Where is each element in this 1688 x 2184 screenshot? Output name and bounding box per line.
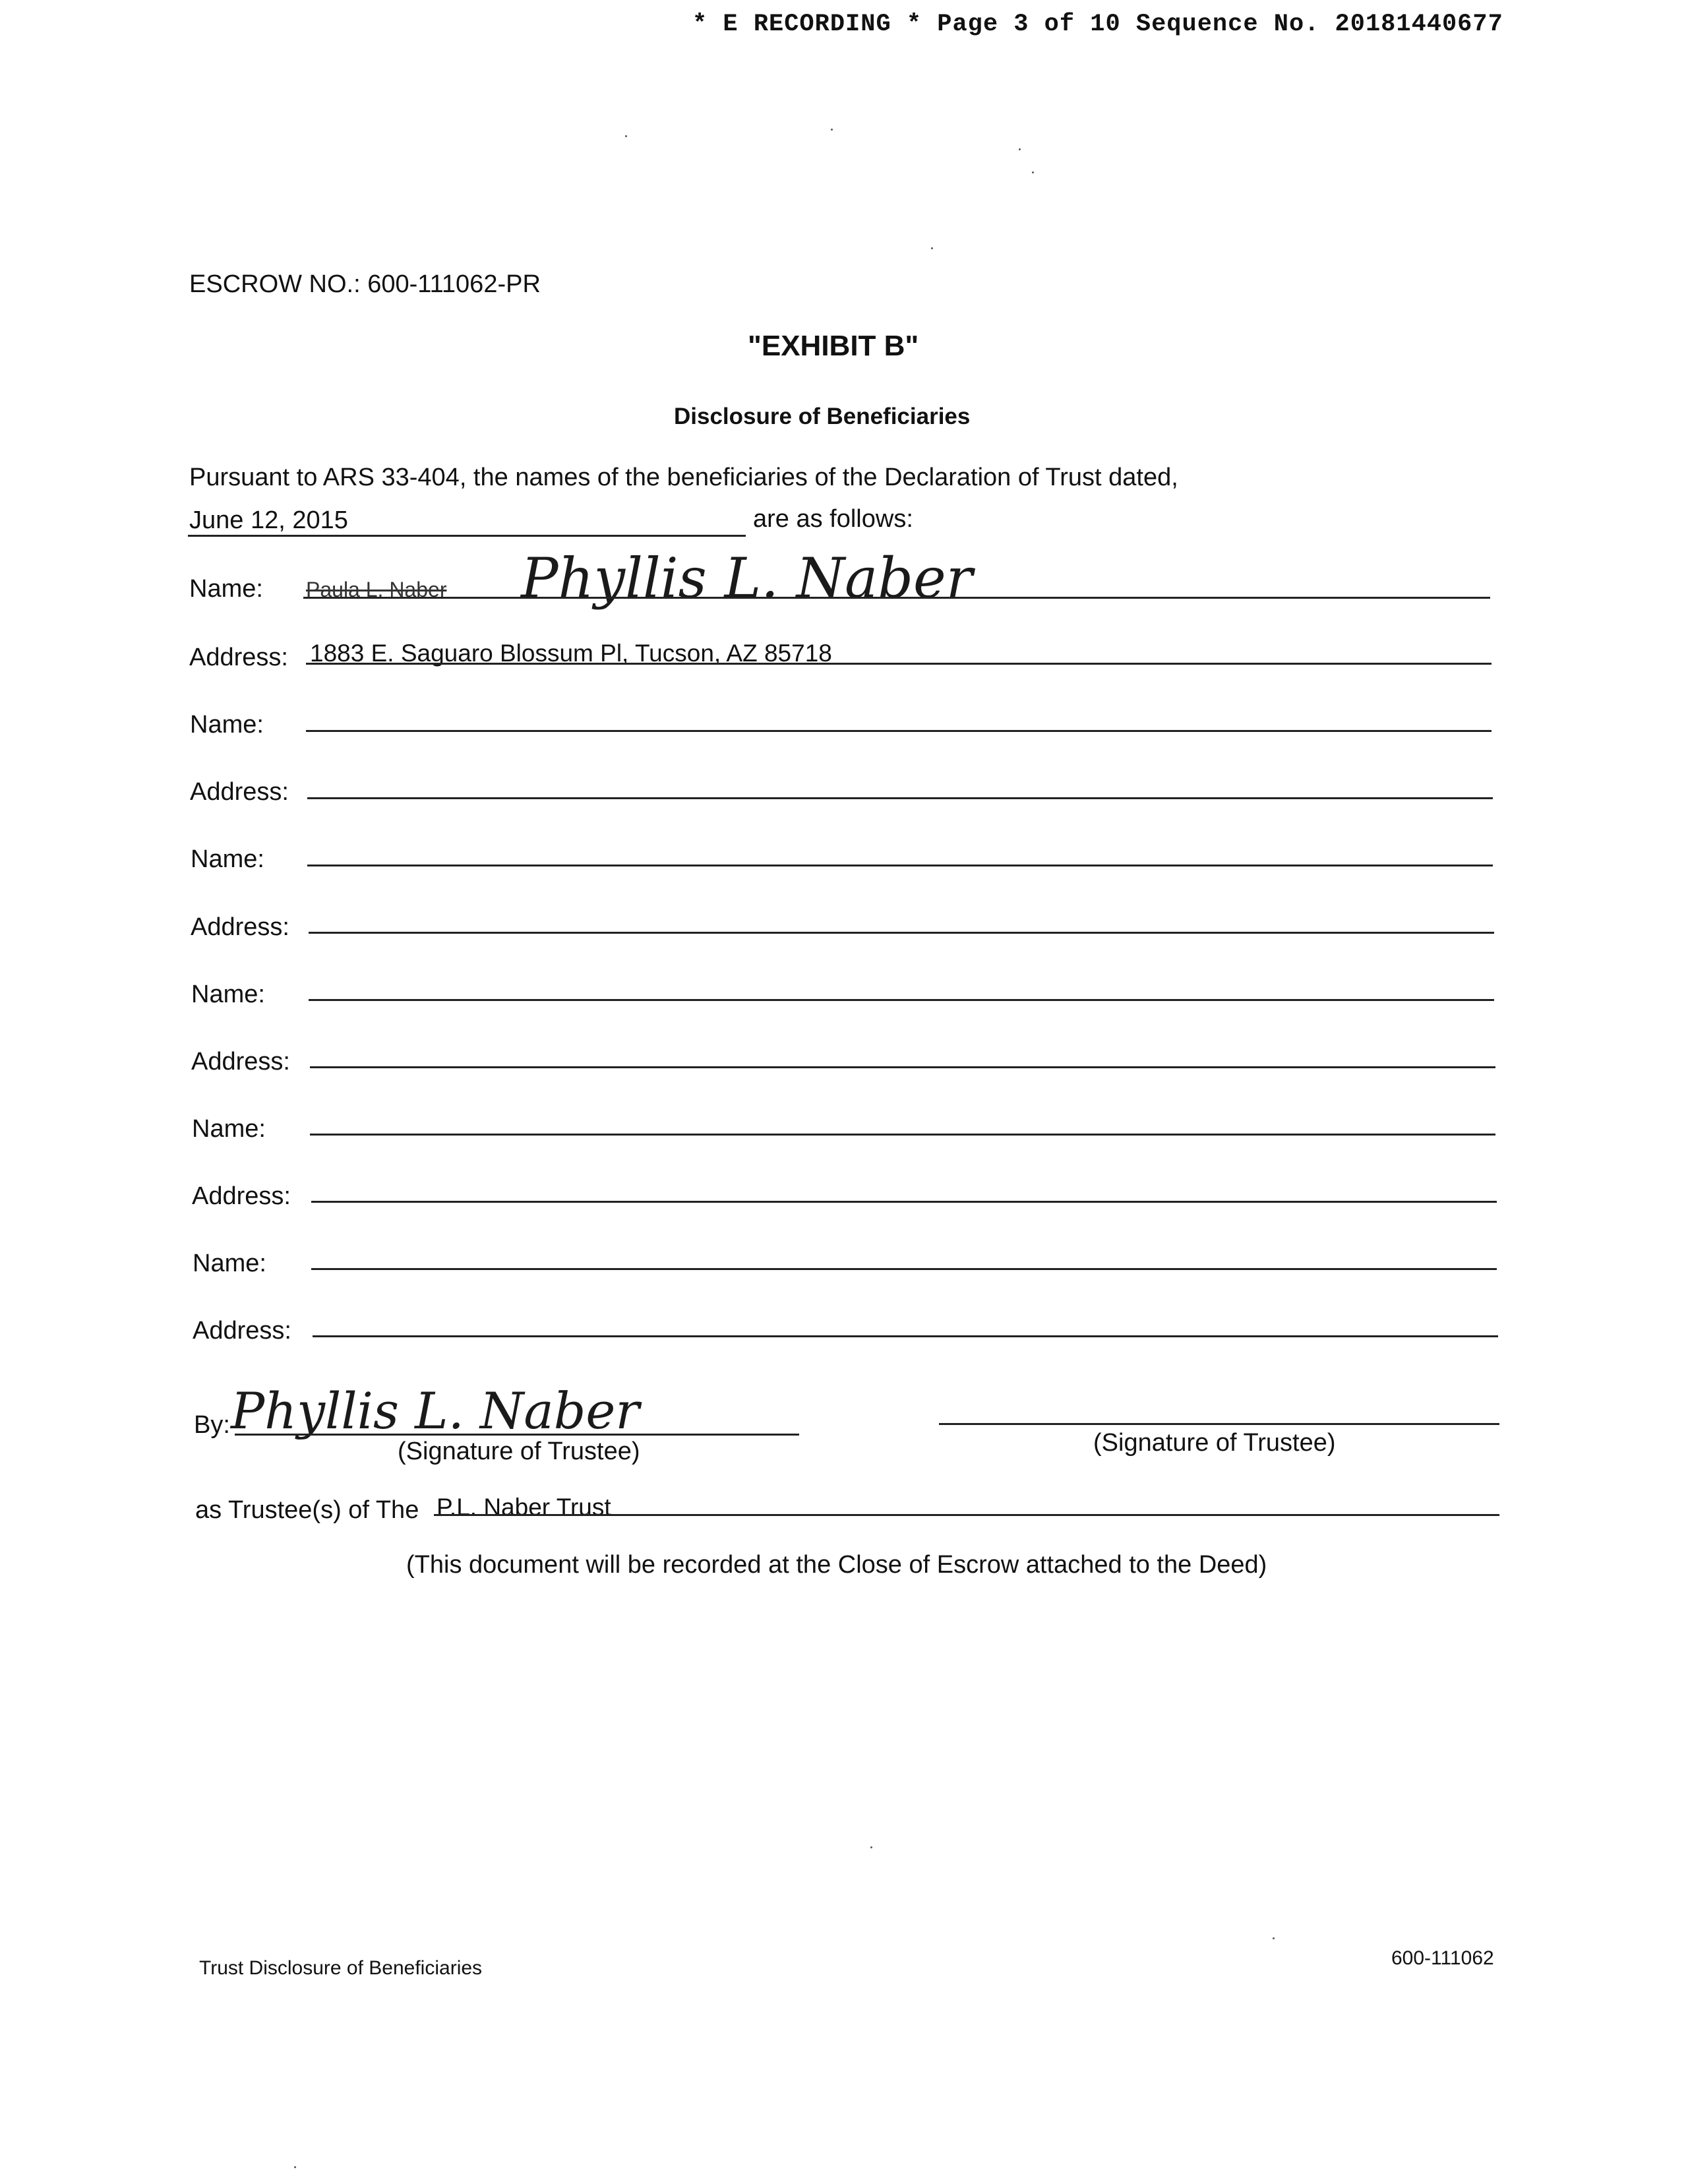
beneficiary-5-address-line	[311, 1201, 1497, 1203]
recording-note: (This document will be recorded at the Close of Escrow attached to the Deed)	[406, 1551, 1267, 1579]
trustee-signature-handwritten: Phyllis L. Naber	[231, 1381, 640, 1440]
beneficiary-1-address-value: 1883 E. Saguaro Blossum Pl, Tucson, AZ 85718	[310, 640, 832, 667]
footer-right-text: 600-111062	[1391, 1947, 1494, 1969]
escrow-number: ESCROW NO.: 600-111062-PR	[189, 270, 541, 298]
scan-speck	[870, 1846, 872, 1848]
beneficiary-3-address-line	[309, 932, 1494, 934]
disclosure-subtitle: Disclosure of Beneficiaries	[674, 404, 971, 429]
beneficiary-4-name-label: Name:	[191, 981, 265, 1008]
scan-speck	[625, 135, 627, 137]
beneficiary-3-name-label: Name:	[191, 845, 264, 873]
signature-caption-right: (Signature of Trustee)	[1093, 1429, 1336, 1457]
intro-text: Pursuant to ARS 33-404, the names of the beneficiaries of the Declaration of Trust dated,	[189, 464, 1178, 491]
beneficiary-4-address-label: Address:	[191, 1048, 290, 1076]
trustee-of-label: as Trustee(s) of The	[195, 1496, 419, 1524]
beneficiary-2-name-line	[306, 730, 1492, 732]
beneficiary-2-address-label: Address:	[190, 778, 289, 806]
beneficiary-6-address-label: Address:	[193, 1317, 291, 1345]
scan-speck	[294, 2166, 296, 2168]
beneficiary-3-address-label: Address:	[191, 913, 289, 941]
scan-speck	[931, 247, 933, 249]
footer-left-text: Trust Disclosure of Beneficiaries	[199, 1957, 483, 1979]
scan-speck	[1273, 1937, 1275, 1939]
beneficiary-4-name-line	[309, 999, 1494, 1001]
scan-speck	[1032, 171, 1034, 173]
beneficiary-2-name-label: Name:	[190, 711, 264, 739]
trust-date-underline	[188, 535, 746, 537]
beneficiary-1-name-line	[303, 597, 1490, 599]
beneficiary-2-address-line	[307, 797, 1493, 799]
beneficiary-3-name-line	[307, 864, 1493, 866]
beneficiary-4-address-line	[310, 1066, 1495, 1068]
recording-stamp: * E RECORDING * Page 3 of 10 Sequence No. 20181440677	[692, 11, 1503, 38]
signature-line-right	[939, 1423, 1499, 1425]
beneficiary-6-address-line	[313, 1335, 1498, 1337]
exhibit-title: "EXHIBIT B"	[748, 330, 919, 362]
beneficiary-1-struck-name: Paula L. Naber	[306, 578, 447, 601]
beneficiary-5-name-label: Name:	[192, 1115, 266, 1143]
are-as-follows-text: are as follows:	[753, 505, 913, 533]
by-label: By:	[194, 1411, 230, 1439]
beneficiary-1-address-line	[306, 663, 1492, 665]
beneficiary-1-name-label: Name:	[189, 575, 263, 603]
beneficiary-5-name-line	[310, 1134, 1495, 1136]
signature-caption-left: (Signature of Trustee)	[398, 1438, 640, 1465]
beneficiary-1-handwritten-name: Phyllis L. Naber	[521, 546, 973, 611]
trust-name-value: P.L. Naber Trust	[437, 1494, 611, 1521]
scan-speck	[831, 129, 833, 131]
beneficiary-1-address-label: Address:	[189, 644, 288, 671]
scan-speck	[1019, 148, 1021, 150]
beneficiary-6-name-line	[311, 1268, 1497, 1270]
trust-date: June 12, 2015	[189, 506, 348, 534]
signature-line-left	[235, 1434, 799, 1436]
beneficiary-6-name-label: Name:	[193, 1250, 266, 1277]
beneficiary-5-address-label: Address:	[192, 1182, 291, 1210]
trust-name-line	[434, 1514, 1499, 1516]
